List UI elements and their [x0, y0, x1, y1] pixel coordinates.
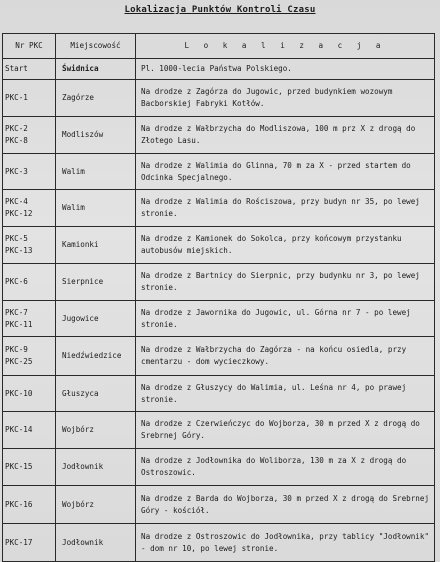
checkpoint-code: PKC-14: [5, 425, 33, 434]
place-name: Jodłownik: [56, 449, 136, 486]
checkpoint-code-cell: [3, 264, 56, 301]
location-description: Na drodze z Bartnicy do Sierpnic, przy budynku nr 3, po lewej stronie.: [136, 264, 435, 301]
checkpoint-code: PKC-6: [5, 277, 28, 286]
location-description: Na drodze z Walimia do Rościszowa, przy budyn nr 35, po lewej stronie.: [136, 190, 435, 227]
checkpoint-code-secondary: PKC-25: [5, 357, 33, 366]
checkpoint-code-cell: [3, 449, 56, 486]
checkpoint-code-cell: [3, 301, 56, 337]
table-row: [3, 524, 435, 562]
place-name: Kamionki: [56, 227, 136, 264]
checkpoint-code: PKC-2: [5, 124, 28, 133]
place-name: Modliszów: [56, 117, 136, 154]
header-place: Miejscowość: [56, 34, 136, 59]
table-row: [3, 301, 435, 337]
location-description: Na drodze z Zagórza do Jugowic, przed budynkiem wozowym Bacborskiej Fabryki Kotłów.: [136, 80, 435, 117]
checkpoint-code-secondary: PKC-13: [5, 246, 33, 255]
checkpoint-code-cell: [3, 80, 56, 117]
checkpoint-code: PKC-7: [5, 307, 28, 317]
place-name: Świdnica: [56, 59, 136, 80]
place-name: Głuszyca: [56, 376, 136, 412]
location-description: Na drodze z Czerwieńczyc do Wojborza, 30 m przed X z drogą do Srebrnej Góry.: [136, 412, 435, 449]
location-description: Na drodze z Walimia do Glinna, 70 m za X - przed startem do Odcinka Specjalnego.: [136, 154, 435, 190]
location-description: Na drodze z Ostroszowic do Jodłownika, przy tablicy "Jodłownik" - dom nr 10, po lewej stronie.: [136, 524, 435, 562]
checkpoint-code-cell: [3, 227, 56, 264]
table-row: [3, 227, 435, 264]
checkpoint-code: PKC-17: [5, 537, 33, 547]
table-row: [3, 264, 435, 301]
place-name: Walim: [56, 154, 136, 190]
checkpoint-code-cell: [3, 59, 56, 80]
checkpoint-code-cell: [3, 117, 56, 154]
checkpoint-code: PKC-4: [5, 197, 28, 206]
place-name: Sierpnice: [56, 264, 136, 301]
checkpoint-code-cell: [3, 337, 56, 376]
checkpoint-code: Start: [5, 64, 28, 73]
table-row: [3, 154, 435, 190]
header-code: Nr PKC: [3, 34, 56, 59]
place-name: Jugowice: [56, 301, 136, 337]
checkpoint-code-cell: [3, 486, 56, 524]
place-name: Niedźwiedzice: [56, 337, 136, 376]
table-row: [3, 59, 435, 80]
checkpoint-code-cell: [3, 376, 56, 412]
place-name: Walim: [56, 190, 136, 227]
checkpoint-code: PKC-1: [5, 93, 28, 102]
checkpoint-code: PKC-5: [5, 234, 28, 243]
location-description: Pl. 1000-lecia Państwa Polskiego.: [136, 59, 435, 80]
checkpoint-code-secondary: PKC-12: [5, 209, 33, 218]
table-row: [3, 337, 435, 376]
table-row: [3, 449, 435, 486]
place-name: Jodłownik: [56, 524, 136, 562]
location-description: Na drodze z Kamionek do Sokolca, przy końcowym przystanku autobusów miejskich.: [136, 227, 435, 264]
location-description: Na drodze z Wałbrzycha do Modliszowa, 100 m prz X z drogą do Złotego Lasu.: [136, 117, 435, 154]
location-description: Na drodze z Jodłownika do Woliborza, 130 m za X z drogą do Ostroszowic.: [136, 449, 435, 486]
location-description: Na drodze z Barda do Wojborza, 30 m przed X z drogą do Srebrnej Góry - kościół.: [136, 486, 435, 524]
place-name: Zagórze: [56, 80, 136, 117]
checkpoint-code-cell: [3, 524, 56, 562]
checkpoint-code: PKC-9: [5, 345, 28, 354]
table-row: [3, 117, 435, 154]
checkpoint-code: PKC-16: [5, 499, 33, 509]
table-row: [3, 80, 435, 117]
location-description: Na drodze z Wałbrzycha do Zagórza - na końcu osiedla, przy cmentarzu - dom wycieczkowy.: [136, 337, 435, 376]
page-title: Lokalizacja Punktów Kontroli Czasu: [124, 5, 316, 15]
checkpoint-code-secondary: PKC-11: [5, 319, 33, 329]
place-name: Wojbórz: [56, 412, 136, 449]
table-header-row: [3, 34, 435, 59]
checkpoint-code-cell: [3, 190, 56, 227]
checkpoint-code-cell: [3, 412, 56, 449]
checkpoint-code: PKC-3: [5, 166, 28, 176]
checkpoint-table: [2, 33, 435, 562]
location-description: Na drodze z Jawornika do Jugowic, ul. Górna nr 7 - po lewej stronie.: [136, 301, 435, 337]
place-name: Wojbórz: [56, 486, 136, 524]
location-description: Na drodze z Głuszycy do Walimia, ul. Leśna nr 4, po prawej stronie.: [136, 376, 435, 412]
header-location: L o k a l i z a c j a: [136, 34, 435, 59]
table-row: [3, 376, 435, 412]
table-row: [3, 190, 435, 227]
checkpoint-code: PKC-10: [5, 388, 33, 398]
checkpoint-code-cell: [3, 154, 56, 190]
checkpoint-code-secondary: PKC-8: [5, 136, 28, 145]
table-row: [3, 486, 435, 524]
checkpoint-code: PKC-15: [5, 462, 33, 471]
table-row: [3, 412, 435, 449]
